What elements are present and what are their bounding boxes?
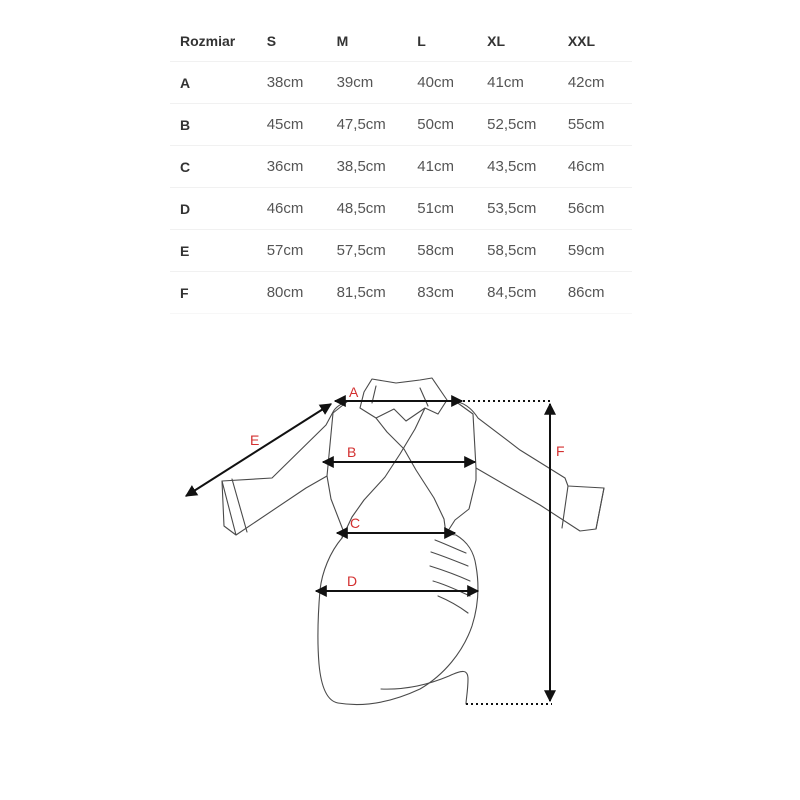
row-label: E bbox=[170, 230, 257, 272]
cell-value: 83cm bbox=[407, 272, 477, 314]
cell-value: 57cm bbox=[257, 230, 327, 272]
cell-value: 50cm bbox=[407, 104, 477, 146]
cell-value: 48,5cm bbox=[327, 188, 408, 230]
cell-value: 43,5cm bbox=[477, 146, 558, 188]
cell-value: 41cm bbox=[407, 146, 477, 188]
header-size-xxl: XXL bbox=[558, 20, 632, 62]
header-size-xl: XL bbox=[477, 20, 558, 62]
cell-value: 41cm bbox=[477, 62, 558, 104]
cell-value: 80cm bbox=[257, 272, 327, 314]
header-size-s: S bbox=[257, 20, 327, 62]
table-header-row bbox=[170, 20, 632, 62]
table-row-d bbox=[170, 188, 632, 230]
row-label: C bbox=[170, 146, 257, 188]
wrap-front-right bbox=[342, 408, 425, 538]
row-label: F bbox=[170, 272, 257, 314]
cell-value: 57,5cm bbox=[327, 230, 408, 272]
cell-value: 47,5cm bbox=[327, 104, 408, 146]
measurement-lines bbox=[186, 401, 552, 704]
cell-value: 56cm bbox=[558, 188, 632, 230]
cell-value: 59cm bbox=[558, 230, 632, 272]
label-a: A bbox=[349, 384, 359, 400]
row-label: B bbox=[170, 104, 257, 146]
cell-value: 38cm bbox=[257, 62, 327, 104]
collar-shape bbox=[360, 378, 447, 421]
cell-value: 46cm bbox=[257, 188, 327, 230]
cell-value: 45cm bbox=[257, 104, 327, 146]
cell-value: 36cm bbox=[257, 146, 327, 188]
cell-value: 58cm bbox=[407, 230, 477, 272]
bodice-right bbox=[446, 401, 476, 534]
skirt-gather-5 bbox=[438, 596, 468, 613]
table-row-f bbox=[170, 272, 632, 314]
cell-value: 39cm bbox=[327, 62, 408, 104]
right-cuff-line bbox=[562, 486, 604, 529]
row-label: D bbox=[170, 188, 257, 230]
label-d: D bbox=[347, 573, 358, 589]
cell-value: 38,5cm bbox=[327, 146, 408, 188]
table-row-c bbox=[170, 146, 632, 188]
measurement-labels bbox=[250, 384, 565, 589]
cell-value: 51cm bbox=[407, 188, 477, 230]
cell-value: 40cm bbox=[407, 62, 477, 104]
label-c: C bbox=[350, 515, 361, 531]
skirt-wrap-edge bbox=[381, 671, 468, 704]
header-rozmiar: Rozmiar bbox=[170, 20, 257, 62]
cell-value: 86cm bbox=[558, 272, 632, 314]
size-table bbox=[170, 20, 632, 314]
cell-value: 58,5cm bbox=[477, 230, 558, 272]
row-label: A bbox=[170, 62, 257, 104]
table-row-a bbox=[170, 62, 632, 104]
skirt-outline bbox=[318, 534, 478, 704]
cell-value: 42cm bbox=[558, 62, 632, 104]
label-f: F bbox=[556, 443, 565, 459]
bodice-left bbox=[327, 401, 348, 538]
left-sleeve bbox=[222, 401, 348, 535]
cell-value: 53,5cm bbox=[477, 188, 558, 230]
label-e: E bbox=[250, 432, 260, 448]
measure-line-e bbox=[186, 404, 331, 496]
label-b: B bbox=[347, 444, 357, 460]
cell-value: 46cm bbox=[558, 146, 632, 188]
skirt-gather-4 bbox=[433, 581, 470, 596]
right-sleeve bbox=[455, 401, 604, 531]
cell-value: 84,5cm bbox=[477, 272, 558, 314]
wrap-front-left bbox=[376, 418, 446, 534]
cell-value: 52,5cm bbox=[477, 104, 558, 146]
header-size-l: L bbox=[407, 20, 477, 62]
header-size-m: M bbox=[327, 20, 408, 62]
skirt-gather-3 bbox=[430, 566, 470, 581]
collar-inner bbox=[372, 386, 428, 406]
left-cuff-line bbox=[222, 479, 247, 535]
cell-value: 55cm bbox=[558, 104, 632, 146]
skirt-gather-1 bbox=[435, 540, 466, 553]
table-row-b bbox=[170, 104, 632, 146]
table-row-e bbox=[170, 230, 632, 272]
cell-value: 81,5cm bbox=[327, 272, 408, 314]
skirt-gather-2 bbox=[431, 552, 468, 566]
dress-outline bbox=[222, 378, 604, 704]
